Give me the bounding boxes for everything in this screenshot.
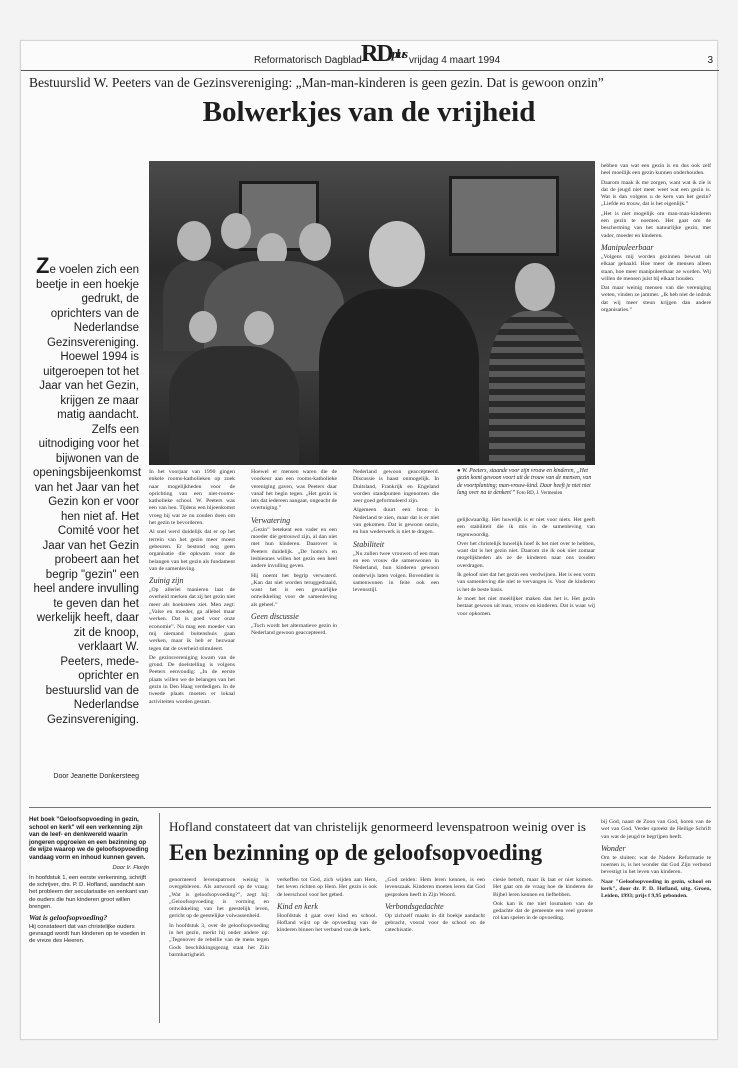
article1-headline: Bolwerkjes van de vrijheid: [202, 96, 536, 128]
person-head: [299, 223, 331, 261]
article2-column-2: [277, 877, 377, 1023]
paragraph: verkeffen tot God, zich wijden aan Hem, het leven richten op Hem. Het gezin is ook de leerschool voor het gebed.: [277, 877, 377, 898]
subheading: Wonder: [601, 843, 626, 853]
article1-column-4: [457, 517, 595, 799]
person-body: [169, 346, 299, 465]
subheading: Manipuleerbaar: [601, 242, 654, 252]
paragraph: „Toch wordt het alternatieve gezin in Nederland gewoon geaccepteerd.: [251, 623, 337, 637]
subheading: Zuinig zijn: [149, 576, 184, 586]
paragraph: In het voorjaar van 1990 gingen enkele rooms-katholieken op zoek naar mogelijkheden voor de oprichting van een niet-rooms-katholieke school. W. Peeters was een van hen. Tijdens een bijeenkomst vroeg hij wat ze nu zouden doen om het gezin te bevorderen.: [149, 469, 235, 527]
paragraph: Hij constateert dat van christelijke ouders gevraagd wordt hun kinderen op te voeden in de vreze des Heeren.: [29, 923, 146, 945]
article2-kicker: Hofland constateert dat van christelijk genormeerd levenspatroon weinig over is: [169, 819, 586, 834]
paragraph: „Het is niet mogelijk om man-man-kinderen een gezin te noemen. Het gaat om de bescherming van het natuurlijke gezin, met vader, moeder en kinderen.: [601, 210, 711, 239]
paragraph: hebben van wat een gezin is en dus ook zelf heel moeilijk een gezin kunnen onderhouden.: [601, 163, 711, 177]
paragraph: ciesie betreft, maar ik laat er niet komen. Het gaat om de vraag hoe de kinderen de Bijbel leren kennen en liefhebben.: [493, 877, 593, 898]
paragraph: De gezinsvereniging kwam van de grond. De doelstelling is volgens Peeters eenvoudig: „In de eerste plaats willen we de belangen van het gezin in Den Haag verdedigen. In de tweede plaats moeten er lokaal activiteiten worden gestart.: [149, 654, 235, 705]
article1-column-2: [251, 469, 337, 799]
paragraph: Algemeen duurt een bron in Nederland te zien, maar dat is er niet van gekomen. Dat is gewoon onzin, en hun wederwerk is niet te dragen.: [353, 507, 439, 536]
paragraph: „Volgens mij worden gezinnen bewust uit elkaar gehaald. Hoe meer de mensen alleen staan, hoe meer manipuleerbaar ze worden. Wij willen de mensen juist bij elkaar houden.: [601, 253, 711, 282]
paragraph: Hoofdstuk 4 gaat over kind en school. Hofland wijst op de opvoeding van de kinderen binnen het verband van de kerk.: [277, 912, 377, 934]
paragraph: „Nu zullen twee vrouwen of een man en een vrouw die samenwonen in Nederland, hun kinderen gewoon onderwijs laten volgen. Bovendien is samenwonen in feite ook een levensstijl.: [353, 550, 439, 594]
paragraph: gelijkwaardig. Het huwelijk is er niet voor niets. Het geeft een stabiliteit die ik mis in de samenleving van tegenwoordig.: [457, 517, 595, 538]
article2-column-5: [601, 819, 711, 1023]
issue-date: vrijdag 4 maart 1994: [409, 55, 501, 66]
paragraph: Over het christelijk huwelijk hoef ik het niet over te hebben, want dat is het gezin niet. Daarom zie ik ook niet zomaar mogelijkheden als ze de kinderen naar ons zouden overdragen.: [457, 540, 595, 569]
person-head: [221, 213, 251, 249]
paragraph: Al snel werd duidelijk dat er op het terrein van het gezin meer moest gebeuren. Er bestond nog geen organisatie die opkwam voor de belangen van het gezin als fundament van de samenleving.: [149, 529, 235, 572]
family-photo: [149, 161, 595, 465]
man-body: [319, 289, 479, 465]
sidebar-byline: Door Ir. Florijn: [112, 864, 149, 871]
book-sidebar: [29, 816, 149, 946]
photo-window: [449, 176, 559, 256]
article2-column-1: [169, 877, 269, 1023]
person-head: [189, 311, 217, 343]
paragraph: Dat maar weinig mensen van die vereniging weten, vinden ze jammer. „Ik heb niet de indruk dat wij meer steun krijgen dan andere organisaties.”: [601, 285, 711, 314]
paragraph: Naar "Geloofsopvoeding in gezin, school en kerk", door dr. P. D. Hofland, uitg. Groen, Leiden, 1993; prijs f 9,95 gebonden.: [601, 878, 711, 900]
subheading: Verbondsgedachte: [385, 901, 444, 911]
paragraph: Daarom maak ik me zorgen, want wat ik zie is dat de jeugd niet meer weet wat een gezin is. Wat is dan volgens u de kern van het gezin? „Liefde en trouw, dat is het eigenlijk.”: [601, 179, 711, 208]
article1-column-1: [149, 469, 235, 799]
article1-column-5: [601, 163, 711, 799]
caption-text: ● W. Peeters, staande voor zijn vrouw en kinderen, „Het gezin komt gewoon voort uit de trouw van de mensen, van de voortplanting; man-vrouw-kind. Daar heeft je niet niet lang over na te denken!”: [457, 468, 592, 497]
person-head: [515, 263, 555, 311]
paragraph: Om te sluiten: wat de Nadere Reformatie te noemen is, is het wonder dat God Zijn verbond bevestigt in het leven van kinderen.: [601, 854, 711, 876]
masthead: [21, 41, 719, 71]
paragraph: Hij noemt het begrip verwaterd. „Kan dat niet worden teruggedraaid, want het is een gevaarlijke ontwikkeling voor de samenleving als geheel.”: [251, 572, 337, 608]
paragraph: Ik geloof niet dat het gezin een verdwijnen. Het is een vorm van samenleving die niet te vervangen is. Voor de kinderen is het de beste basis.: [457, 572, 595, 593]
logo-plus: plus: [391, 46, 407, 61]
subheading: Wat is geloofsopvoeding?: [29, 913, 108, 923]
photo-credit: Foto RD, J. Vermeulen: [516, 491, 563, 497]
paper-name: Reformatorisch Dagblad: [254, 55, 362, 66]
subheading: Geen discussie: [251, 612, 299, 622]
paragraph: „Op allerlei manieren laat de overheid merken dat zij het gezin niet meer als hoeksteen ziet. Men zegt: „Valse en moeder, ga allebei maar werken. Dat is goed voor onze economie”. Na mag een moeder van mij niemand buitenshuis gaan werken, maar ik heb er bezwaar tegen dat de overheid stimuleert.: [149, 587, 235, 652]
article2-column-3: [385, 877, 485, 1023]
article2-column-4: [493, 877, 593, 1023]
article1-kicker: Bestuurslid W. Peeters van de Gezinsvereniging: „Man-man-kinderen is geen gezin. Dat is gewoon onzin”: [29, 75, 604, 90]
paragraph: genormeerd levenspatroon weinig is overgebleven. Als antwoord op de vraag: „Wat is geloofsopvoeding?”, zegt hij: „Geloofsopvoeding is vorming en ontwikkeling van het geestelijk leven, gericht op de geestelijke volwassenheid.: [169, 877, 269, 920]
paragraph: In hoofdstuk 3, over de geloofsopvoeding in het gezin, merkt hij onder andere op: „Tegenover de rebellie van de mens tegen Gods beschikkingsgezag staat het Ziin barmhartigheid.: [169, 922, 269, 958]
subheading: Stabiliteit: [353, 539, 385, 549]
subheading: Verwatering: [251, 515, 291, 525]
paragraph: bij God, naast de Zoon van God, horen van de wet van God. Verder spreekt de Heilige Schrift van wat de jeugd te begrijpen heeft.: [601, 819, 711, 840]
person-head: [177, 221, 211, 261]
article1-column-3: [353, 469, 439, 799]
column-divider: [159, 813, 160, 1023]
subheading: Kind en kerk: [277, 901, 318, 911]
paragraph: Hoewel er mensen waren die de voorkeur aan een rooms-katholieke vereniging gaven, was Peeters daar vanaf het begin tegen. „Het gezin is iets dat iedereen aangaat, ongeacht de overtuiging.”: [251, 469, 337, 512]
paragraph: In hoofdstuk 1, een eerste verkenning, schrijft de schrijver, drs. P. D. Hofland, aandacht aan het probleem der secularisatie en eenkant van de ouders die hun kinderen groot willen brengen.: [29, 874, 148, 911]
byline: Door Jeanette Donkersteeg: [53, 773, 139, 780]
article2-headline: Een bezinning op de geloofsopvoeding: [169, 840, 543, 865]
paragraph: Nederland gewoon geaccepteerd. Discussie is haast onmogelijk. In Duitsland, Frankrijk en Engeland worden standpunten ingenomen die zeer goed geformuleerd zijn.: [353, 469, 439, 505]
page-number: 3: [707, 55, 713, 66]
lead-text: e voelen zich een beetje in een hoekje gedrukt, de oprichters van de Nederlandse Gezinsvereniging. Hoewel 1994 is uitgeroepen tot het Jaar van het Gezin, krijgen ze maar matig aandacht. Zelfs een uitnodiging voor het bijwonen van de openingsbijeenkomst van het Jaar van het Gezin kon er voor hen niet af. Het Comité voor het Jaar van het Gezin probeert aan het begrip "gezin" een heel andere invulling te geven dan het werkelijk heeft, daar zit de knoop, verklaart W. Peeters, mede-oprichter en bestuurslid van de Nederlandse Gezinsvereniging.: [33, 264, 142, 726]
striped-sweater-person: [489, 311, 585, 461]
paragraph: Je moet het niet moeilijker maken dan het is. Het gezin bestaat gewoon uit man, vrouw en kinderen. Dat is waar wij voor opkomen.: [457, 595, 595, 617]
drop-cap: Z: [36, 253, 50, 278]
rd-plus-logo: [361, 41, 406, 68]
lead-paragraph: [33, 253, 142, 727]
newspaper-page: [20, 40, 718, 1040]
logo-letters: RD: [361, 41, 392, 67]
man-head: [369, 221, 425, 287]
paragraph: Ook kan ik me niet losmaken van de gedachte dat de gemeente een veel grotere rol kan spelen in de opvoeding.: [493, 900, 593, 922]
paragraph: „Gezin” betekent een vader en een moeder die getrouwd zijn, al dan niet met hun kinderen. Daarover is Peeters duidelijk. „De homo's en lesbiennes willen het gezin een heel andere invulling geven.: [251, 526, 337, 570]
paragraph: Op zichzelf maakt in dit boekje aandacht gebracht, vooral voor de school en de catechisatie.: [385, 912, 485, 934]
person-head: [244, 311, 274, 345]
paragraph: „God zeiden: Hem leren kennen, is een levenszaak. Kinderen moeten leren dat God gesproken heeft in Zijn Woord.: [385, 877, 485, 898]
photo-caption: [457, 468, 595, 498]
sidebar-intro: Het boek "Geloofsopvoeding in gezin, school en kerk" wil een verkenning zijn van de leef- en denkwereld waarin jongeren opgroeien en een bezinning op de wijze waarop we de geloofsopvoeding vandaag vorm en inhoud kunnen geven.: [29, 816, 149, 861]
section-divider: [29, 807, 711, 808]
